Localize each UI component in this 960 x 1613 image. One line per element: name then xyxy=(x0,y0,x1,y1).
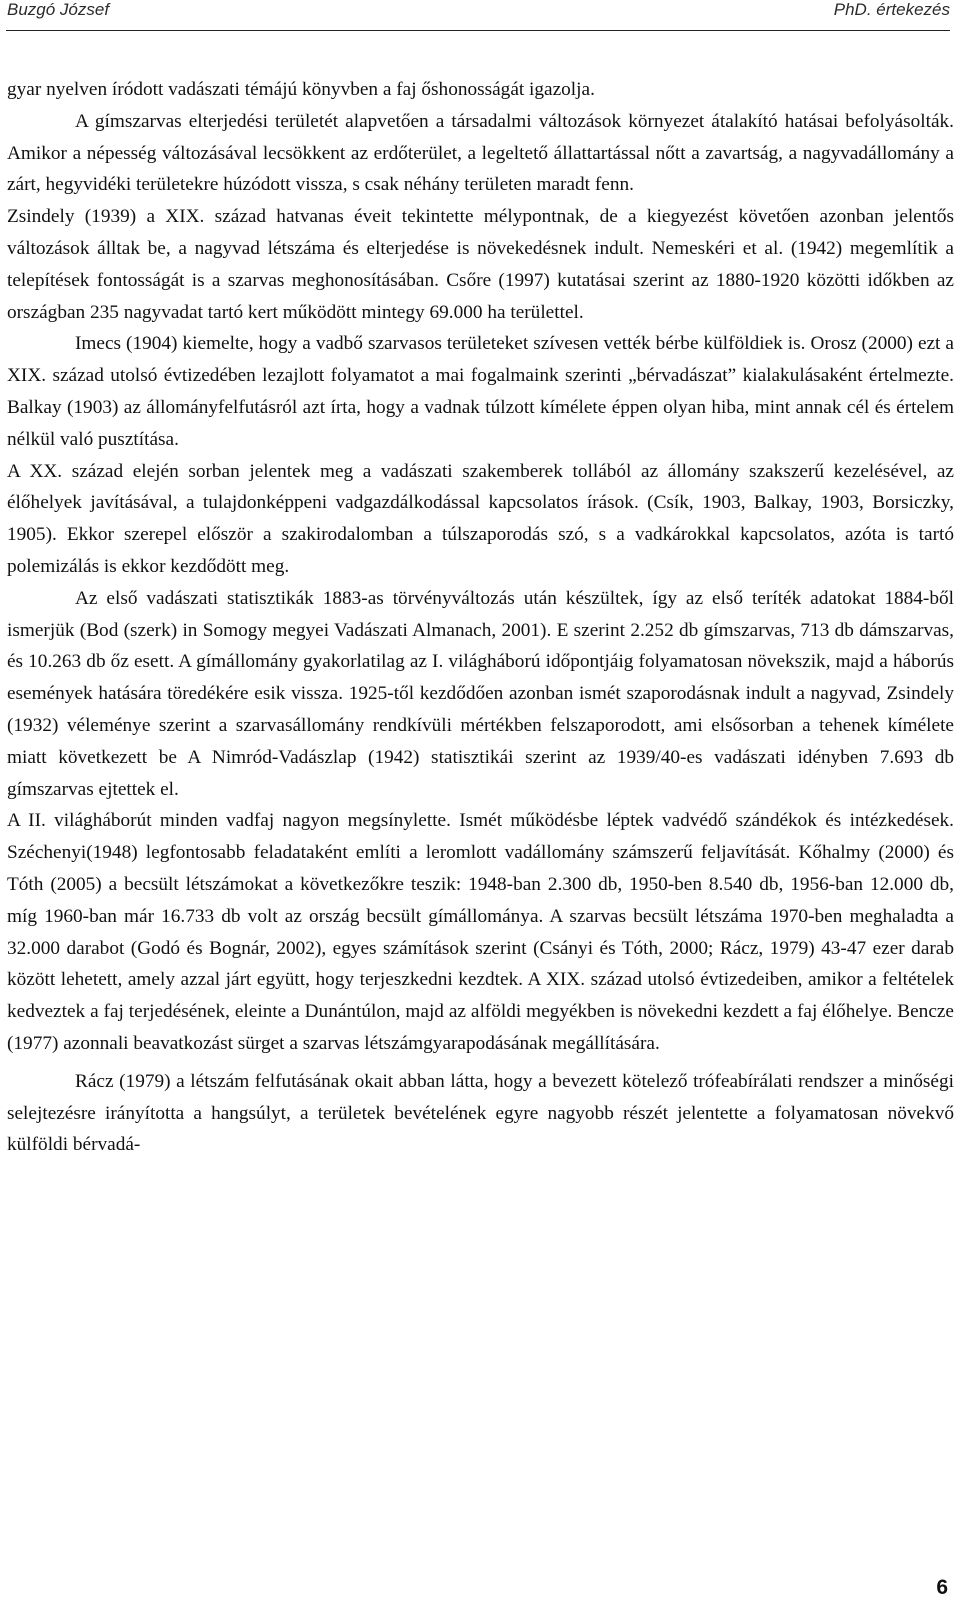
paragraph-zsindely: Zsindely (1939) a XIX. század hatvanas éveit tekintette mélypontnak, de a kiegyezést követően azonban jelentős változások álltak be, a nagyvad létszáma és elterjedése is növekedésnek indult. Nemeskéri et al. (1942) megemlítik a telepítések fontosságát is a szarvas meghonosításában. Csőre (1997) kutatásai szerint az 1880-1920 közötti időkben az országban 235 nagyvadat tartó kert működött mintegy 69.000 ha területtel. xyxy=(7,206,954,323)
header-rule xyxy=(6,30,950,31)
running-header xyxy=(0,0,960,30)
header-document-type: PhD. értekezés xyxy=(833,0,950,19)
body-text xyxy=(7,74,954,1161)
paragraph-continuation: gyar nyelven íródott vadászati témájú könyvben a faj őshonosságát igazolja. xyxy=(7,79,595,100)
paragraph-20th-century: A XX. század elején sorban jelentek meg a vadászati szakemberek tollából az állomány szakszerű kezelésével, az élőhelyek javításával, a tulajdonképpeni vadgazdálkodással kapcsolatos írások. (Csík, 1903, Balkay, 1903, Borsiczky, 1905). Ekkor szerepel először a szakirodalomban a túlszaporodás szó, s a vadkárokkal kapcsolatos, azóta is tartó polemizálás is ekkor kezdődött meg. xyxy=(7,460,954,577)
paragraph-statistics: Az első vadászati statisztikák 1883-as törvényváltozás után készültek, így az első teríték adatokat 1884-ből ismerjük (Bod (szerk) in Somogy megyei Vadászati Almanach, 2001). E szerint 2.252 db gímszarvas, 713 db dámszarvas, és 10.263 db őz esett. A gímállomány gyakorlatilag az I. világháború időpontjáig folyamatosan növekszik, majd a háborús események hatására töredékére esik vissza. 1925-től kezdődően azonban ismét szaporodásnak indult a nagyvad, Zsindely (1932) véleménye szerint a szarvasállomány rendkívüli mértékben felszaporodott, ami elsősorban a tehenek kímélete miatt következett be A Nimród-Vadászlap (1942) statisztikái szerint az 1939/40-es vadászati idényben 7.693 db gímszarvas ejtettek el. xyxy=(7,587,954,800)
paragraph-ww2: A II. világháborút minden vadfaj nagyon megsínylette. Ismét működésbe léptek vadvédő szándékok és intézkedések. Széchenyi(1948) legfontosabb feladataként említi a leromlott vadállomány számszerű feljavítását. Kőhalmy (2000) és Tóth (2005) a becsült létszámokat a következőkre teszik: 1948-ban 2.300 db, 1950-ben 8.540 db, 1956-ban 12.000 db, míg 1960-ban már 16.733 db volt az ország becsült gímállománya. A szarvas becsült létszáma 1970-ben meghaladta a 32.000 darabot (Godó és Bognár, 2002), egyes számítások szerint (Csányi és Tóth, 2000; Rácz, 1979) 43-47 ezer darab között lehetett, amely azzal járt együtt, hogy terjeszkedni kezdtek. A XIX. század utolsó évtizedeiben, amikor a feltételek kedveztek a faj terjedésének, eleinte a Dunántúlon, majd az alföldi megyékben is növekedni kezdett a faj élőhelye. Bencze (1977) azonnali beavatkozást sürget a szarvas létszámgyarapodásának megállítására. xyxy=(7,810,954,1054)
page-number: 6 xyxy=(936,1576,948,1599)
paragraph-imecs: Imecs (1904) kiemelte, hogy a vadbő szarvasos területeket szívesen vették bérbe külföldiek is. Orosz (2000) ezt a XIX. század utolsó évtizedében lezajlott folyamatot a mai fogalmaink szerinti „bérvadászat” kialakulásaként értelmezte. Balkay (1903) az állományfelfutásról azt írta, hogy a vadnak túlzott kímélete éppen olyan hiba, mint annak cél és értelem nélkül való pusztítása. xyxy=(7,333,954,450)
header-author: Buzgó József xyxy=(7,0,110,19)
paragraph-distribution: A gímszarvas elterjedési területét alapvetően a társadalmi változások környezet átalakító hatásai befolyásolták. Amikor a népesség változásával lecsökkent az erdőterület, a legeltető állattartással nőtt a zavartság, a nagyvadállomány a zárt, hegyvidéki területekre húzódott vissza, s csak néhány területen maradt fenn. xyxy=(7,110,954,196)
paragraph-racz: Rácz (1979) a létszám felfutásának okait abban látta, hogy a bevezett kötelező trófeabírálati rendszer a minőségi selejtezésre irányította a hangsúlyt, a területek bevételének egyre nagyobb részét jelentette a folyamatosan növekvő külföldi bérvadá- xyxy=(7,1070,954,1156)
